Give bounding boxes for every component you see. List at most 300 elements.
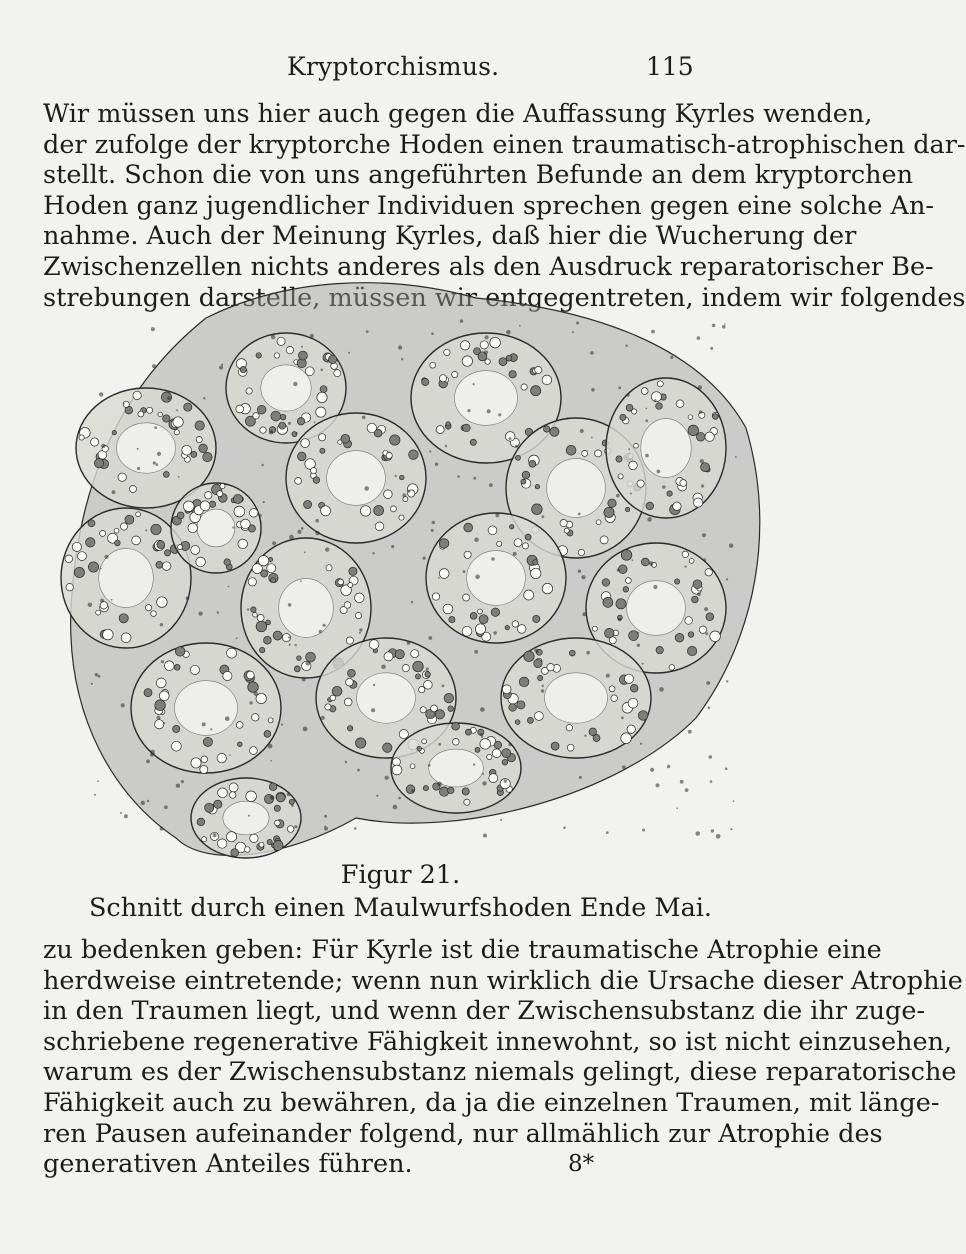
cell-nucleus [79,435,84,440]
interstitial-cell [676,808,678,810]
cell-nucleus [424,681,433,690]
cell-nucleus [569,650,575,656]
cell-nucleus [595,450,602,457]
interstitial-cell [591,388,595,392]
cell-nucleus [596,520,601,525]
running-header [0,52,801,92]
cell-nucleus [420,707,426,713]
cell-nucleus [487,754,492,759]
cell-nucleus [602,579,610,587]
cell-nucleus [509,371,516,378]
interstitial-cell [637,644,640,647]
cell-nucleus [544,426,550,432]
text-line: strebungen darstelle, müssen wir entgegentreten, indem wir folgendes [43,282,966,313]
cell-nucleus [287,826,294,833]
text-line: Zwischenzellen nichts anderes als den Ausdruck reparatorischer Be- [43,251,934,282]
interstitial-cell [475,575,480,580]
interstitial-cell [302,678,306,682]
interstitial-cell [500,819,502,821]
cell-nucleus [191,546,200,555]
cell-nucleus [688,415,693,420]
cell-nucleus [269,783,277,791]
interstitial-cell [156,716,160,720]
interstitial-cell [101,444,105,448]
text-line: in den Traumen liegt, und wenn der Zwischensubstanz die ihr zuge- [43,996,926,1027]
cell-nucleus [619,565,628,574]
interstitial-cell [428,764,431,767]
cell-nucleus [164,550,170,556]
interstitial-cell [642,663,644,665]
interstitial-cell [398,345,402,349]
cell-nucleus [250,834,258,842]
cell-nucleus [514,539,522,547]
interstitial-cell [474,538,479,543]
text-line: ren Pausen aufeinander folgend, nur allmählich zur Atrophie des [43,1118,883,1149]
cell-nucleus [367,423,376,432]
cell-nucleus [542,375,552,385]
interstitial-cell [431,332,434,335]
cell-nucleus [519,677,529,687]
interstitial-cell [236,637,238,639]
cell-nucleus [238,742,243,747]
interstitial-cell [438,743,441,746]
interstitial-cell [288,603,292,607]
cell-nucleus [582,450,588,456]
cell-nucleus [627,725,635,733]
interstitial-cell [435,463,438,466]
cell-nucleus [273,631,282,640]
cell-nucleus [173,417,183,427]
cell-nucleus [273,840,283,850]
interstitial-cell [685,788,689,792]
interstitial-cell [706,681,710,685]
cell-nucleus [656,646,663,653]
tubule-lumen [455,371,518,426]
cell-nucleus [689,559,694,564]
cell-nucleus [280,414,286,420]
cell-nucleus [271,578,276,583]
interstitial-cell [145,529,147,531]
interstitial-cell [662,485,666,489]
cell-nucleus [247,671,255,679]
cell-nucleus [256,353,261,358]
cell-nucleus [151,524,161,534]
cell-nucleus [439,539,449,549]
text-line: generativen Anteiles führen. [43,1149,413,1180]
cell-nucleus [625,507,629,511]
cell-nucleus [492,749,501,758]
cell-nucleus [525,534,531,540]
interstitial-cell [650,768,654,772]
interstitial-cell [590,351,594,355]
interstitial-cell [437,782,442,787]
cell-nucleus [229,783,238,792]
interstitial-cell [287,792,291,796]
interstitial-cell [481,736,483,738]
interstitial-cell [698,385,702,389]
text-line: schriebene regenerative Fähigkeit innewohnt, so ist nicht einzusehen, [43,1026,953,1057]
interstitial-cell [563,826,566,829]
interstitial-cell [385,776,389,780]
tubule-lumen [279,579,334,638]
cell-nucleus [114,528,119,533]
interstitial-cell [578,570,581,573]
cell-nucleus [533,615,540,622]
cell-nucleus [637,480,644,487]
cell-nucleus [205,803,214,812]
cell-nucleus [535,366,542,373]
cell-nucleus [311,468,317,474]
cell-nucleus [616,599,626,609]
interstitial-cell [161,660,164,663]
interstitial-cell [262,464,264,466]
cell-nucleus [460,341,469,350]
interstitial-cell [630,493,632,495]
interstitial-cell [372,552,374,554]
cell-nucleus [205,492,212,499]
interstitial-cell [263,501,265,503]
interstitial-cell [95,673,98,676]
cell-nucleus [252,714,259,721]
interstitial-cell [697,336,701,340]
cell-nucleus [521,479,526,484]
cell-nucleus [616,456,622,462]
interstitial-cell [181,780,184,783]
cell-nucleus [223,671,232,680]
cell-nucleus [419,686,425,692]
cell-nucleus [120,523,127,530]
interstitial-cell [567,417,569,419]
cell-nucleus [629,631,639,641]
cell-nucleus [197,818,205,826]
interstitial-cell [124,814,128,818]
interstitial-cell [393,805,398,810]
cell-nucleus [162,562,171,571]
cell-nucleus [240,367,246,373]
cell-nucleus [260,647,265,652]
interstitial-cell [515,445,518,448]
interstitial-cell [186,596,190,600]
cell-nucleus [356,738,366,748]
interstitial-cell [305,661,310,666]
cell-nucleus [560,520,567,527]
interstitial-cell [653,585,657,589]
cell-nucleus [403,497,408,502]
cell-nucleus [699,626,706,633]
cell-nucleus [217,491,223,497]
interstitial-cell [407,641,411,645]
interstitial-cell [670,356,673,359]
cell-nucleus [271,411,281,421]
interstitial-cell [705,632,708,635]
interstitial-cell [667,765,670,768]
interstitial-cell [726,680,728,682]
cell-nucleus [195,421,204,430]
cell-nucleus [115,540,121,546]
interstitial-cell [711,829,714,832]
tubule-lumen [467,551,526,606]
cell-nucleus [578,549,584,555]
cell-nucleus [609,637,616,644]
cell-nucleus [402,665,409,672]
cell-nucleus [241,519,251,529]
cell-nucleus [248,578,256,586]
cell-nucleus [413,661,424,672]
cell-nucleus [103,629,114,640]
cell-nucleus [566,725,572,731]
cell-nucleus [346,637,353,644]
cell-nucleus [155,720,164,729]
interstitial-cell [221,364,223,366]
interstitial-cell [572,331,574,333]
cell-nucleus [344,698,352,706]
cell-nucleus [535,712,544,721]
histology-figure [56,278,762,881]
interstitial-cell [513,552,517,556]
interstitial-cell [586,651,590,655]
interstitial-cell [710,780,713,783]
cell-nucleus [294,666,300,672]
cell-nucleus [603,597,613,607]
interstitial-cell [411,789,414,792]
cell-nucleus [462,626,472,636]
interstitial-cell [724,323,726,325]
cell-nucleus [165,661,175,671]
interstitial-cell [646,408,648,410]
interstitial-cell [291,804,294,807]
interstitial-cell [147,800,149,802]
interstitial-cell [402,493,406,497]
cell-nucleus [238,539,248,549]
interstitial-cell [217,611,219,613]
tubule-lumen [641,419,691,478]
cell-nucleus [155,700,166,711]
interstitial-cell [473,763,475,765]
cell-nucleus [325,704,331,710]
interstitial-cell [735,456,737,458]
interstitial-cell [348,352,350,354]
cell-nucleus [682,551,688,557]
cell-nucleus [253,612,258,617]
cell-nucleus [203,452,212,461]
interstitial-cell [642,829,645,832]
cell-nucleus [608,499,616,507]
interstitial-cell [541,689,544,692]
interstitial-cell [411,601,413,603]
cell-nucleus [297,656,302,661]
running-title: Kryptorchismus. [287,52,500,81]
cell-nucleus [390,506,396,512]
cell-nucleus [184,403,192,411]
interstitial-cell [649,561,654,566]
interstitial-cell [120,812,122,814]
cell-nucleus [422,739,427,744]
text-line: warum es der Zwischensubstanz niemals gelingt, diese reparatorische [43,1057,957,1088]
cell-nucleus [188,523,198,533]
cell-nucleus [499,358,507,366]
cell-nucleus [675,633,684,642]
cell-nucleus [156,561,163,568]
interstitial-cell [91,683,93,685]
cell-nucleus [224,559,231,566]
cell-nucleus [334,370,341,377]
cell-nucleus [319,434,326,441]
interstitial-cell [281,723,283,725]
cell-nucleus [688,632,694,638]
interstitial-cell [319,630,322,633]
interstitial-cell [467,409,470,412]
cell-nucleus [465,729,471,735]
cell-nucleus [592,626,597,631]
cell-nucleus [464,523,473,532]
cell-nucleus [274,805,280,811]
cell-nucleus [88,520,95,527]
cell-nucleus [248,682,259,693]
cell-nucleus [201,756,208,763]
cell-nucleus [316,407,326,417]
cell-nucleus [326,565,332,571]
interstitial-cell [373,684,375,686]
interstitial-cell [395,475,397,477]
interstitial-cell [248,815,250,817]
interstitial-cell [146,759,150,763]
interstitial-cell [576,322,579,325]
cell-nucleus [641,388,648,395]
cell-nucleus [136,512,141,517]
interstitial-cell [249,701,252,704]
cell-nucleus [202,837,207,842]
interstitial-cell [315,531,320,536]
interstitial-cell [288,636,290,638]
cell-nucleus [383,743,392,752]
cell-nucleus [706,613,714,621]
interstitial-cell [401,358,403,360]
interstitial-cell [137,467,140,470]
interstitial-cell [141,801,145,805]
cell-nucleus [522,471,530,479]
interstitial-cell [647,517,652,522]
interstitial-cell [247,608,249,610]
cell-nucleus [411,650,419,658]
interstitial-cell [712,324,716,328]
cell-nucleus [685,617,693,625]
cell-nucleus [547,664,554,671]
cell-nucleus [502,749,511,758]
interstitial-cell [176,784,180,788]
cell-nucleus [277,337,285,345]
interstitial-cell [710,347,713,350]
cell-nucleus [295,478,302,485]
cell-nucleus [630,684,638,692]
cell-nucleus [634,443,639,448]
cell-nucleus [220,484,225,489]
cell-nucleus [509,704,517,712]
cell-nucleus [196,557,206,567]
cell-nucleus [443,604,453,614]
interstitial-cell [645,419,648,422]
cell-nucleus [229,792,236,799]
interstitial-cell [654,399,657,402]
interstitial-cell [156,463,159,466]
interstitial-cell [160,827,164,831]
paragraph-2 [43,935,963,1180]
interstitial-cell [725,768,728,771]
cell-nucleus [298,351,307,360]
cell-nucleus [66,584,73,591]
interstitial-cell [293,382,297,386]
cell-nucleus [417,746,422,751]
figure-caption: Schnitt durch einen Maulwurfshoden Ende Mai. [88,893,713,923]
cell-nucleus [589,728,597,736]
cell-nucleus [632,409,637,414]
interstitial-cell [632,559,634,561]
interstitial-cell [491,557,495,561]
cell-nucleus [516,455,521,460]
interstitial-cell [695,831,700,836]
interstitial-cell [254,692,258,696]
interstitial-cell [99,392,103,396]
cell-nucleus [65,555,73,563]
interstitial-cell [301,527,304,530]
interstitial-cell [534,649,539,654]
cell-nucleus [157,597,168,608]
interstitial-cell [542,515,545,518]
cell-nucleus [524,651,534,661]
cell-nucleus [112,431,116,435]
interstitial-cell [709,755,713,759]
cell-nucleus [448,706,454,712]
interstitial-cell [259,514,262,517]
cell-nucleus [214,800,222,808]
interstitial-cell [580,429,584,433]
cell-nucleus [566,445,576,455]
interstitial-cell [733,800,735,802]
cell-nucleus [713,414,719,420]
cell-nucleus [218,839,227,848]
interstitial-cell [722,325,726,329]
interstitial-cell [457,475,460,478]
cell-nucleus [611,695,618,702]
interstitial-cell [121,703,125,707]
cell-nucleus [227,648,237,658]
interstitial-cell [699,410,702,413]
cell-nucleus [409,450,419,460]
interstitial-cell [423,557,426,560]
cell-nucleus [705,569,712,576]
text-line: stellt. Schon die von uns angeführten Befunde an dem kryptorchen [43,160,914,191]
interstitial-cell [153,461,156,464]
cell-nucleus [512,621,518,627]
interstitial-cell [578,513,581,516]
interstitial-cell [438,577,440,579]
interstitial-cell [213,833,217,837]
interstitial-cell [362,416,366,420]
cell-nucleus [478,609,483,614]
interstitial-cell [509,437,512,440]
interstitial-cell [688,730,692,734]
cell-nucleus [646,502,654,510]
cell-nucleus [163,415,170,422]
cell-nucleus [452,371,458,377]
interstitial-cell [94,794,96,796]
interstitial-cell [489,483,493,487]
cell-nucleus [268,718,273,723]
cell-nucleus [158,412,163,417]
text-line: Wir müssen uns hier auch gegen die Auffassung Kyrles wenden, [43,99,873,129]
cell-nucleus [692,596,699,603]
cell-nucleus [680,480,687,487]
cell-nucleus [532,504,543,515]
